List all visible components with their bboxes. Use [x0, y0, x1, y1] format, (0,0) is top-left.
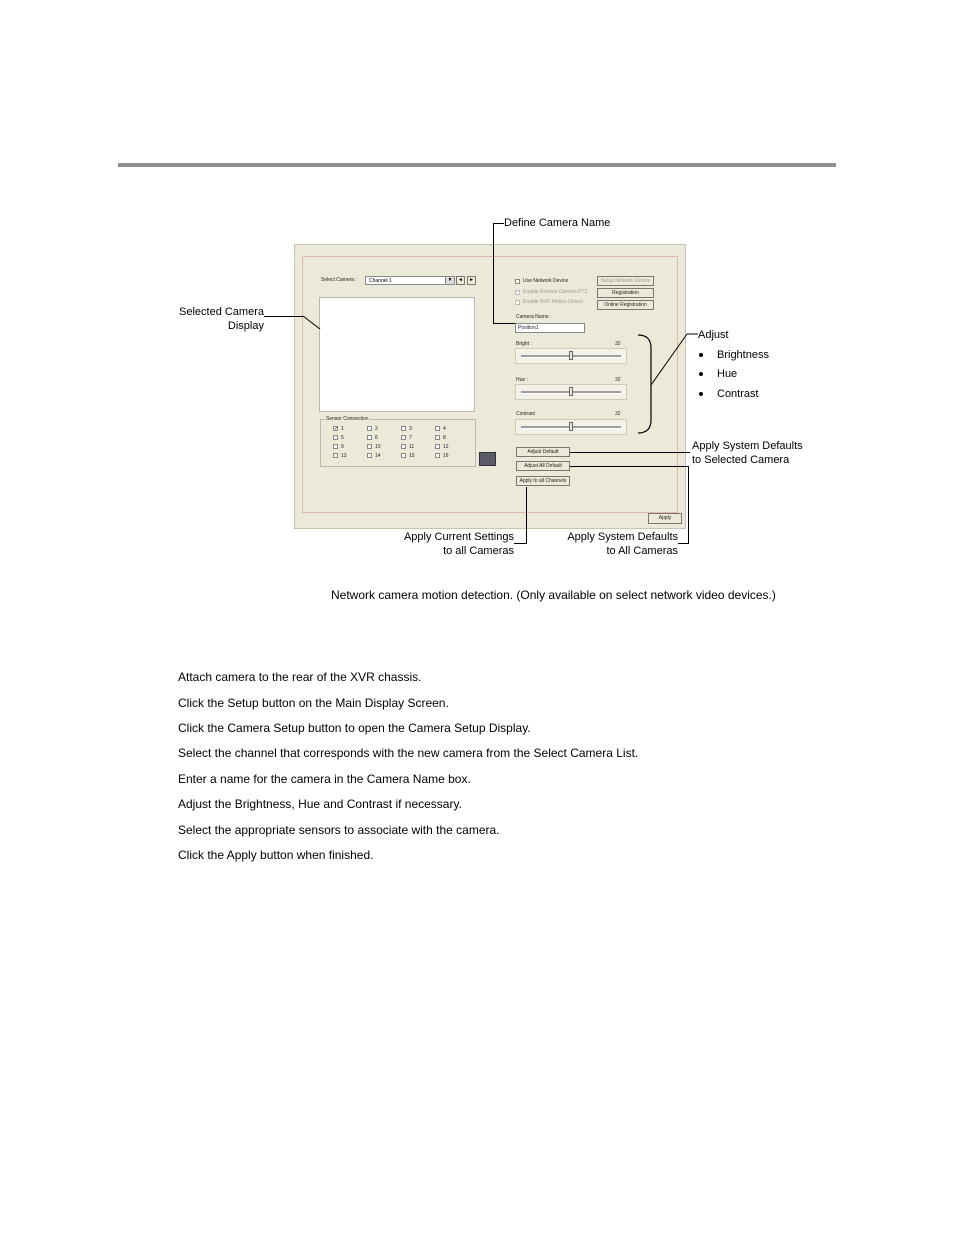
camera-name-input[interactable]: Position1 [515, 323, 585, 333]
callout-selected-camera-display: Selected Camera Display [179, 306, 264, 332]
keyboard-icon[interactable] [479, 452, 496, 466]
step-item: Select the appropriate sensors to associate with the camera. [178, 823, 500, 837]
chevron-down-icon: ▼ [445, 277, 454, 284]
slider-thumb[interactable] [569, 422, 573, 431]
contrast-label: Contrast [516, 411, 535, 417]
registration-button[interactable]: Registration [597, 288, 654, 298]
enable-motion-detect-label: Enable NVD Motion Detect [523, 299, 583, 305]
callout-apply-system-defaults-selected: Apply System Defaults to Selected Camera [692, 440, 803, 466]
sensor-checkbox-9[interactable] [333, 444, 338, 449]
sensor-label: 16 [443, 453, 449, 459]
sensor-checkbox-4[interactable] [435, 426, 440, 431]
sensor-checkbox-16[interactable] [435, 453, 440, 458]
sensor-checkbox-8[interactable] [435, 435, 440, 440]
callout-apply-system-defaults-all: Apply System Defaults to All Cameras [567, 531, 678, 557]
bright-value: 32 [615, 341, 621, 347]
step-item: Select the channel that corresponds with the new camera from the Select Camera List. [178, 746, 639, 760]
step-item: Enter a name for the camera in the Camera Name box. [178, 772, 471, 786]
sensor-connection-label: Sensor Connection [326, 416, 369, 422]
sensor-label: 2 [375, 426, 378, 432]
step-item: Click the Setup button on the Main Display Screen. [178, 696, 449, 710]
enable-remote-ptz-label: Enable Remote Camera PTZ [523, 289, 588, 295]
hue-label: Hue : [516, 377, 528, 383]
leader-line-icon [302, 315, 326, 331]
sensor-checkbox-2[interactable] [367, 426, 372, 431]
sensor-checkbox-11[interactable] [401, 444, 406, 449]
adjust-all-default-button[interactable]: Adjust All Default [516, 461, 570, 471]
prev-camera-button[interactable]: ◄ [456, 276, 465, 285]
callout-define-camera-name: Define Camera Name [504, 217, 611, 229]
sensor-label: 13 [341, 453, 347, 459]
brace-icon [635, 332, 701, 436]
enable-motion-detect-checkbox[interactable] [515, 300, 520, 305]
sensor-checkbox-10[interactable] [367, 444, 372, 449]
sensor-label: 15 [409, 453, 415, 459]
sensor-label: 3 [409, 426, 412, 432]
step-item: Attach camera to the rear of the XVR chassis. [178, 670, 422, 684]
online-registration-button[interactable]: Online Registration [597, 300, 654, 310]
sensor-label: 10 [375, 444, 381, 450]
callout-adjust: Adjust [698, 329, 729, 341]
sensor-checkbox-15[interactable] [401, 453, 406, 458]
bright-label: Bright : [516, 341, 532, 347]
sensor-label: 11 [409, 444, 415, 450]
slider-thumb[interactable] [569, 351, 573, 360]
selected-camera-display [319, 297, 475, 412]
contrast-value: 32 [615, 411, 621, 417]
sensor-checkbox-3[interactable] [401, 426, 406, 431]
hue-value: 32 [615, 377, 621, 383]
sensor-label: 12 [443, 444, 449, 450]
apply-to-all-channels-button[interactable]: Apply to all Channels [516, 476, 570, 486]
sensor-label: 1 [341, 426, 344, 432]
figure-caption: Network camera motion detection. (Only available on select network video devices.) [331, 588, 776, 602]
next-camera-button[interactable]: ► [467, 276, 476, 285]
sensor-label: 9 [341, 444, 344, 450]
slider-thumb[interactable] [569, 387, 573, 396]
sensor-checkbox-14[interactable] [367, 453, 372, 458]
camera-name-label: Camera Name : [516, 314, 552, 320]
header-rule [118, 163, 836, 167]
callout-apply-current-settings-all: Apply Current Settings to all Cameras [403, 531, 514, 557]
sensor-checkbox-7[interactable] [401, 435, 406, 440]
sensor-checkbox-6[interactable] [367, 435, 372, 440]
select-camera-dropdown[interactable]: Channel 1 ▼ [365, 276, 455, 285]
step-item: Adjust the Brightness, Hue and Contrast if necessary. [178, 797, 462, 811]
step-item: Click the Camera Setup button to open the Camera Setup Display. [178, 721, 531, 735]
step-item: Click the Apply button when finished. [178, 848, 374, 862]
hue-slider[interactable] [515, 384, 627, 400]
sensor-label: 8 [443, 435, 446, 441]
contrast-slider[interactable] [515, 419, 627, 435]
sensor-checkbox-1[interactable]: ✓ [334, 426, 339, 432]
use-network-device-checkbox[interactable] [515, 279, 520, 284]
sensor-checkbox-12[interactable] [435, 444, 440, 449]
sensor-label: 14 [375, 453, 381, 459]
sensor-checkbox-5[interactable] [333, 435, 338, 440]
setup-network-device-button[interactable]: Setup Network Device [597, 276, 654, 286]
sensor-label: 4 [443, 426, 446, 432]
adjust-default-button[interactable]: Adjust Default [516, 447, 570, 457]
select-camera-label: Select Camera : [321, 277, 357, 283]
use-network-device-label: Use Network Device [523, 278, 569, 284]
sensor-label: 7 [409, 435, 412, 441]
enable-remote-ptz-checkbox[interactable] [515, 290, 520, 295]
apply-button[interactable]: Apply [648, 513, 682, 524]
sensor-label: 6 [375, 435, 378, 441]
bright-slider[interactable] [515, 348, 627, 364]
sensor-label: 5 [341, 435, 344, 441]
sensor-checkbox-13[interactable] [333, 453, 338, 458]
